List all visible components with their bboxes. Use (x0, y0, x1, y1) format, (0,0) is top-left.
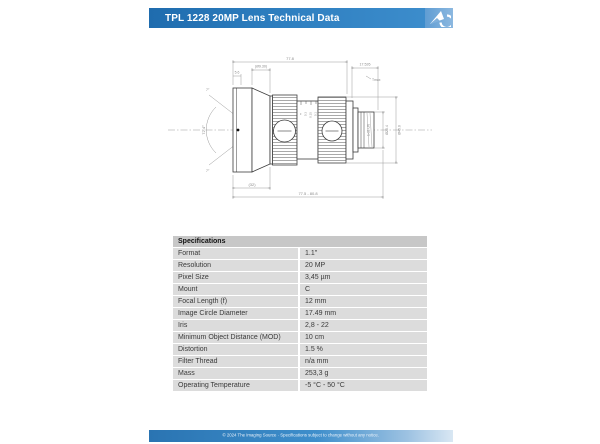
table-row (173, 272, 427, 283)
dim-label-cone-tick-top: 7° (206, 88, 210, 92)
spec-value: n/a mm (300, 356, 427, 367)
spec-label: Operating Temperature (173, 380, 298, 391)
focus-scale-label: 0.1 (313, 111, 318, 117)
dim-label-mount-diameter: Ø25.4 (385, 125, 389, 135)
table-row (173, 380, 427, 391)
dim-label-total-length: 77.5 - 80.8 (298, 191, 318, 196)
table-row (173, 332, 427, 343)
footer-text: © 2024 The Imaging Source · Specifications subject to change without any notice. (222, 433, 380, 439)
dim-label-rear-diameter: Ø45.0 (397, 125, 402, 135)
spec-label: Mass (173, 368, 298, 379)
front-taper (252, 88, 270, 172)
spec-label: Image Circle Diameter (173, 308, 298, 319)
spec-label: Format (173, 248, 298, 259)
spec-value: 3,45 µm (300, 272, 427, 283)
focus-scale-label: 0.15 (308, 112, 313, 118)
table-row (173, 284, 427, 295)
lens-body (233, 88, 374, 172)
table-row (173, 320, 427, 331)
spec-value: 1.5 % (300, 344, 427, 355)
dim-label-flange-distance: 17.526 (359, 62, 371, 67)
spec-label: Iris (173, 320, 298, 331)
table-header: Specifications (173, 236, 427, 247)
spec-rows (173, 248, 427, 391)
spec-value: 2,8 - 22 (300, 320, 427, 331)
spec-value: 1.1" (300, 248, 427, 259)
focus-scale-label: ∞ (298, 112, 303, 116)
lens-technical-drawing (160, 50, 440, 210)
imaging-source-logo-icon (427, 9, 451, 27)
dim-label-tmax: Tmax (372, 78, 381, 82)
table-row (173, 368, 427, 379)
spec-label: Filter Thread (173, 356, 298, 367)
spec-label: Resolution (173, 260, 298, 271)
spec-label: Distortion (173, 344, 298, 355)
focus-scale-label: 0.3 (303, 111, 308, 117)
front-barrel (233, 88, 252, 172)
table-row (173, 356, 427, 367)
specifications-table (173, 236, 427, 392)
nodal-point (237, 129, 240, 132)
dim-label-front-section: (32) (248, 182, 256, 187)
dim-label-front-diameter: (Ø9.30) (254, 64, 268, 69)
spec-value: 17.49 mm (300, 308, 427, 319)
logo-box (425, 8, 453, 28)
dim-label-cone-tick-bottom: 7° (206, 169, 210, 173)
dim-label-top-length: 77.8 (286, 56, 294, 61)
table-row (173, 248, 427, 259)
spec-value: 12 mm (300, 296, 427, 307)
spec-label: Mount (173, 284, 298, 295)
header-bar (149, 8, 453, 28)
dim-label-thread: 1-32 UN (366, 124, 371, 136)
spec-value: 253,3 g (300, 368, 427, 379)
table-row (173, 308, 427, 319)
spec-value: -5 °C - 50 °C (300, 380, 427, 391)
spec-value: C (300, 284, 427, 295)
rear-flange (346, 101, 353, 159)
spec-label: Focal Length (f) (173, 296, 298, 307)
dim-label-angle: 72.4° (201, 125, 206, 135)
table-row (173, 344, 427, 355)
spec-value: 10 cm (300, 332, 427, 343)
table-row (173, 296, 427, 307)
page-title: TPL 1228 20MP Lens Technical Data (165, 12, 340, 24)
spec-label: Pixel Size (173, 272, 298, 283)
spec-label: Minimum Object Distance (MOD) (173, 332, 298, 343)
dim-label-front-offset: 5.6 (234, 70, 240, 75)
footer-bar (149, 430, 453, 442)
spec-value: 20 MP (300, 260, 427, 271)
table-row (173, 260, 427, 271)
scale-band (297, 101, 318, 159)
